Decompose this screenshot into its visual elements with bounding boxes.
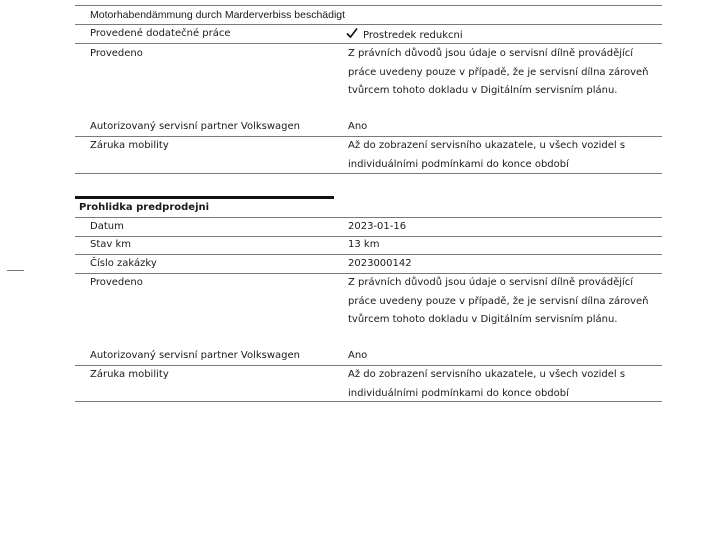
margin-mark [7,270,24,271]
km-value: 13 km [348,239,380,250]
row-divider [75,24,662,25]
done-value: Z právních důvodů jsou údaje o servisní dílně provádějící práce uvedeny pouze v případě, že je servisní dílna zároveň tvůrcem tohoto dokladu v Digitálním servisním plánu. [348,48,649,96]
mobility-label: Záruka mobility [90,369,169,380]
done-label: Provedeno [90,277,143,288]
extra-work-label: Provedené dodatečné práce [90,28,231,39]
row-divider [75,401,662,402]
date-label: Datum [90,221,124,232]
row-divider [75,5,662,6]
row-divider [75,254,662,255]
row-divider [75,217,662,218]
done-label: Provedeno [90,48,143,59]
row-divider [75,173,662,174]
damage-note: Motorhabendämmung durch Marderverbiss beschädigt [90,9,346,21]
partner-label: Autorizovaný servisní partner Volkswagen [90,121,301,132]
date-value: 2023-01-16 [348,221,407,232]
section-header-bar [75,196,334,199]
km-label: Stav km [90,239,132,250]
order-label: Číslo zakázky [90,258,157,269]
extra-work-value: Prostredek redukcni [363,30,463,41]
partner-label: Autorizovaný servisní partner Volkswagen [90,350,301,361]
row-divider [75,43,662,44]
section-title: Prohlidka predprodejni [79,202,210,213]
mobility-value: Až do zobrazení servisního ukazatele, u všech vozidel s individuálními podmínkami do konce období [348,369,626,399]
row-divider [75,236,662,237]
mobility-label: Záruka mobility [90,140,169,151]
checkmark-icon [346,27,358,39]
order-value: 2023000142 [348,258,412,269]
partner-value: Ano [348,121,368,132]
partner-value: Ano [348,350,368,361]
done-value: Z právních důvodů jsou údaje o servisní dílně provádějící práce uvedeny pouze v případě, že je servisní dílna zároveň tvůrcem tohoto dokladu v Digitálním servisním plánu. [348,277,649,325]
mobility-value: Až do zobrazení servisního ukazatele, u všech vozidel s individuálními podmínkami do konce období [348,140,626,170]
